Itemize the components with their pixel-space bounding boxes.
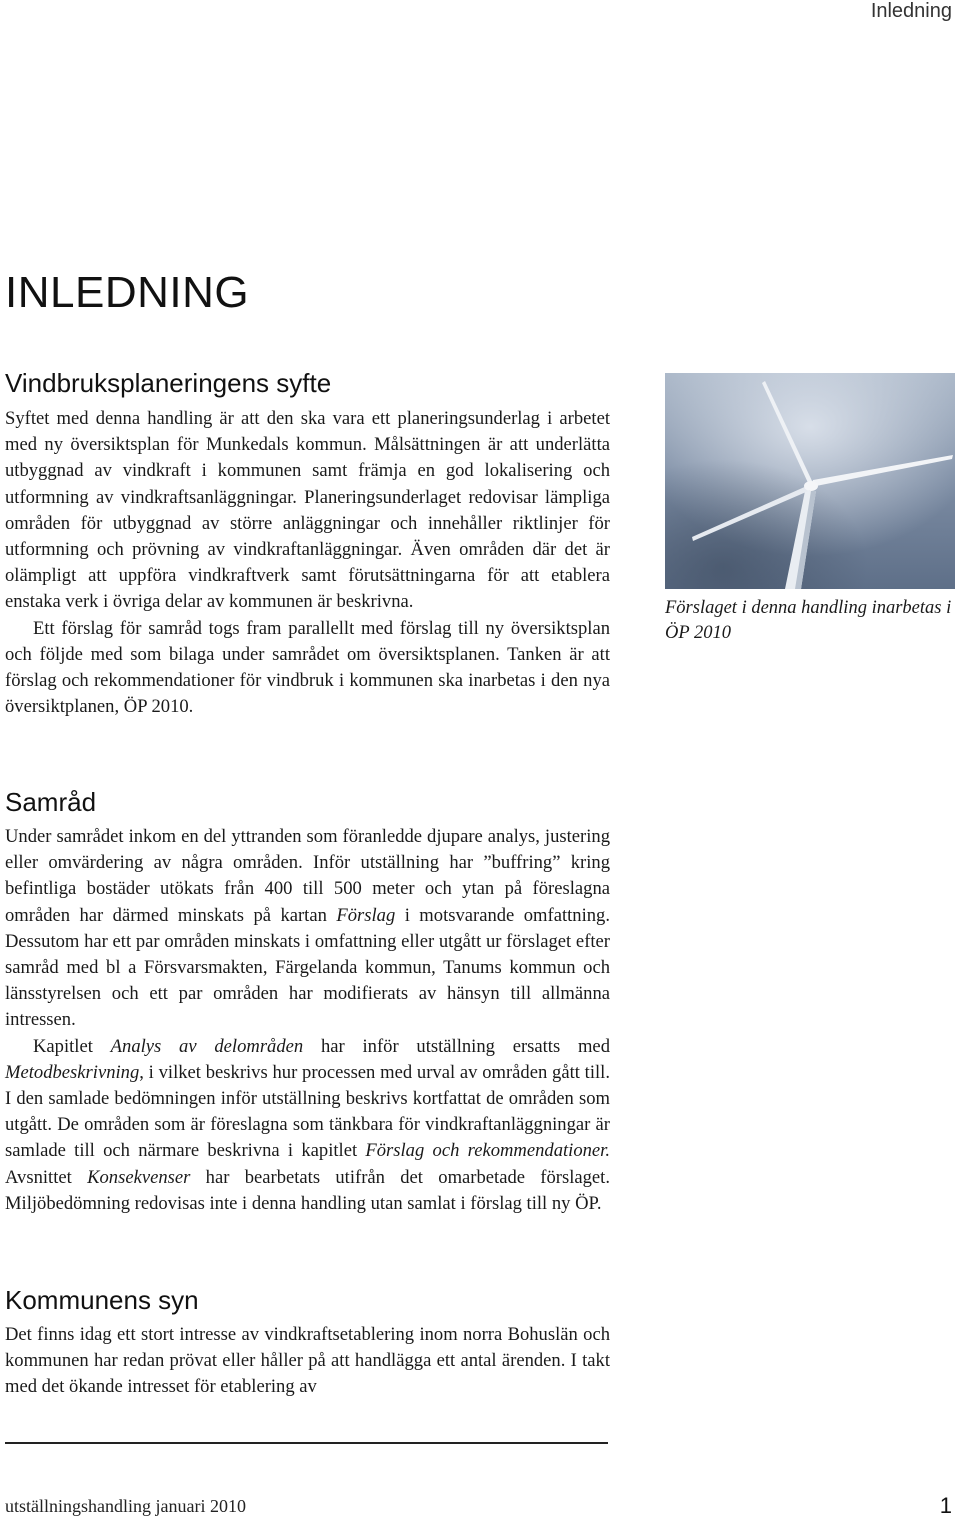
footer-rule [5, 1442, 608, 1444]
text-run: , i vilket beskrivs hur processen med urval av områden gått till. I den samlade bedömningen inför utställning beskrivs kortfattat de områden som utgått. De områden som är föreslagna som tänkbara för vindkraftanläggningar är samlade till och närmare beskrivna i kapitlet [5, 1061, 610, 1162]
text-run: Kapitlet [33, 1035, 111, 1057]
text-run: i motsvarande omfattning. Dessutom har ett par områden minskats i omfattning eller utgått ur förslaget efter samråd med bl a Försvarsmakten, Färgelanda kommun, Tanums kommun och länsstyrelsen och ett par områden har modifierats av hänsyn till allmänna intressen. [5, 904, 611, 1031]
section-heading-syfte: Vindbruksplaneringens syfte [5, 368, 332, 398]
paragraph [5, 824, 610, 1034]
paragraph [5, 1034, 610, 1217]
wind-turbine-photo [665, 373, 955, 589]
chapter-reference: Förslag och rekommendationer. [365, 1140, 610, 1162]
section-heading-kommunens-syn: Kommunens syn [5, 1285, 199, 1315]
page-number: 1 [939, 1493, 952, 1518]
map-reference: Förslag [336, 904, 396, 926]
section-body-syfte [5, 406, 610, 720]
text-run: Avsnittet [5, 1166, 88, 1188]
chapter-reference: Konsekvenser [87, 1166, 191, 1188]
figure-caption: Förslaget i denna handling inarbetas i ÖP 2010 [665, 598, 952, 643]
paragraph: Ett förslag för samråd togs fram parallellt med förslag till ny översiktsplan och följde med som bilaga under samrådet om översiktsplanen. Tanken är att förslag och rekommendationer för vindbruk i kommunen ska inarbetas i den nya översiktplanen, ÖP 2010. [5, 617, 610, 718]
text-run: Under samrådet inkom en del yttranden som föranledde djupare analys, justering eller omvärdering av några områden. Inför utställning har ”buffring” kring befintliga bostäder utökats från 400 till 500 meter och ytan på föreslagna områden har därmed minskats på kartan [5, 826, 610, 926]
chapter-title: INLEDNING [5, 268, 250, 317]
running-head: Inledning [870, 0, 952, 22]
section-heading-samrad: Samråd [5, 787, 97, 817]
chapter-reference: Analys av delområden [110, 1035, 304, 1057]
text-run: har inför utställning ersatts med [303, 1035, 610, 1057]
paragraph: Syftet med denna handling är att den ska vara ett planeringsunderlag i arbetet med ny översiktsplan för Munkedals kommun. Målsättningen är att underlätta utbyggnad av vindkraft i kommunen samt främja en god lokalisering och utformning av vindkraftsanläggningar. Planeringsunderlaget redovisar lämpliga områden för utbyggnad av större anläggningar och innehåller riktlinjer för utformning och prövning av vindkraftanläggningar. Även områden där det är olämpligt att uppföra vindkraftverk samt förutsättningarna för att etablera enstaka verk i övriga delar av kommunen är beskrivna. [5, 408, 610, 613]
text-run: har bearbetats utifrån det omarbetade förslaget. Miljöbedömning redovisas inte i denna handling utan samlat i förslag till ny ÖP. [5, 1166, 610, 1214]
wind-turbine-icon [665, 373, 955, 589]
section-body-samrad [5, 824, 610, 1217]
chapter-reference: Metodbeskrivning [5, 1061, 140, 1083]
paragraph: Det finns idag ett stort intresse av vindkraftsetablering inom norra Bohuslän och kommunen har redan prövat eller håller på att handlägga ett antal ärenden. I takt med det ökande intresset för etablering av [5, 1324, 610, 1398]
section-body-kommunens-syn [5, 1322, 610, 1401]
footer-document-status: utställningshandling januari 2010 [5, 1496, 246, 1516]
